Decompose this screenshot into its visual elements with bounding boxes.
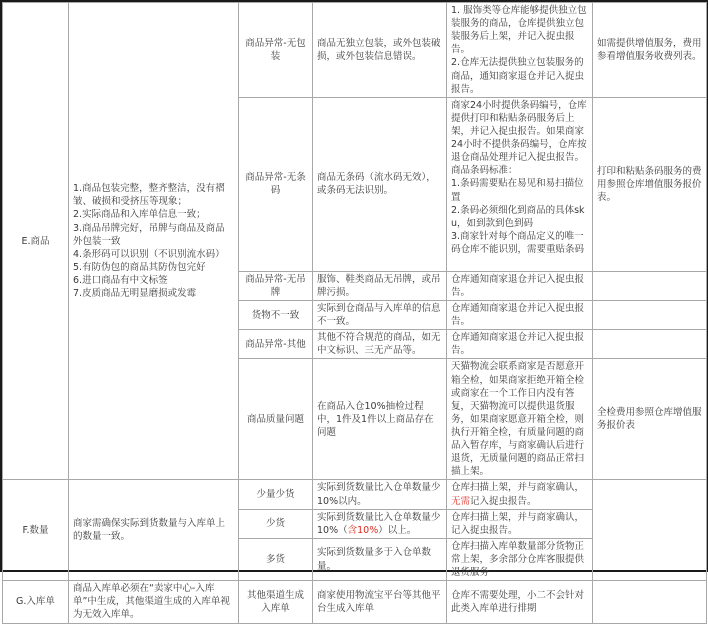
fee-cell bbox=[593, 300, 707, 329]
category-cell-f: F.数量 bbox=[3, 480, 69, 581]
highlight-text: 无需 bbox=[451, 495, 471, 507]
handling-cell: 仓库通知商家退仓并记入捉虫报告。 bbox=[447, 300, 593, 329]
requirement-item: 1.商品包装完整，整齐整洁，没有褶皱、破损和受挤压等现象； bbox=[73, 183, 225, 208]
anomaly-cell: 多货 bbox=[239, 538, 313, 580]
handling-line: 商品条码标准： bbox=[451, 165, 518, 177]
anomaly-cell: 商品异常-无条码 bbox=[239, 97, 313, 271]
fee-cell bbox=[593, 581, 707, 623]
table-row bbox=[3, 3, 707, 98]
requirement-item: 6.进口商品有中文标签 bbox=[73, 274, 168, 286]
description-cell: 商品无条码（流水码无效），或条码无法识别。 bbox=[313, 97, 447, 271]
description-cell: 在商品入仓10%抽检过程中，1件及1件以上商品存在问题 bbox=[313, 359, 447, 480]
description-cell: 商品无独立包装，或外包装破损，或外包装信息错误。 bbox=[313, 3, 447, 98]
description-text: 实际到货数量比入仓单数量少10%（ bbox=[317, 511, 441, 536]
anomaly-cell: 其他渠道生成入库单 bbox=[239, 581, 313, 623]
handling-line: 2.条码必须细化到商品的具体sku，如到款到色到码 bbox=[451, 204, 585, 229]
handling-cell bbox=[447, 97, 593, 271]
anomaly-cell: 少货 bbox=[239, 509, 313, 538]
category-cell-g: G.入库单 bbox=[3, 581, 69, 623]
handling-line: 商家24小时提供条码编号，仓库提供打印和粘贴条码服务后上架，并记入捉虫报告。如果商家24小时不提供条码编号，仓库按退仓商品处理并记入捉虫报告。 bbox=[451, 99, 587, 164]
requirements-cell-e bbox=[69, 3, 239, 480]
handling-cell: 仓库通知商家退仓并记入捉虫报告。 bbox=[447, 271, 593, 300]
description-cell: 实际到货数量多于入仓单数量。 bbox=[313, 538, 447, 580]
fee-cell bbox=[593, 330, 707, 359]
table-row bbox=[3, 581, 707, 623]
description-text: ）以上。 bbox=[378, 524, 417, 536]
requirements-cell-g: 商品入库单必须在“卖家中心-入库单”中生成，其他渠道生成的入库单视为无效入库单。 bbox=[69, 581, 239, 623]
fee-cell: 如需提供增值服务，费用参看增值服务收费列表。 bbox=[593, 3, 707, 98]
anomaly-cell: 商品质量问题 bbox=[239, 359, 313, 480]
handling-cell: 天猫物流会联系商家是否愿意开箱全检，如果商家拒绝开箱全检或商家在一个工作日内没有答复，天猫物流可以提供退货服务，如果商家愿意开箱全检，则执行开箱全检，有质量问题的商品入暂存库，与商家确认后进行退货，无质量问题的商品正常扫描上架。 bbox=[447, 359, 593, 480]
handling-line: 1.条码需要贴在易见和易扫描位置 bbox=[451, 178, 584, 203]
fee-cell bbox=[593, 271, 707, 300]
category-cell-e: E.商品 bbox=[3, 3, 69, 480]
handling-line: 2.仓库无法提供独立包装服务的商品，通知商家退仓并记入捉虫报告。 bbox=[451, 57, 585, 95]
handling-cell bbox=[447, 3, 593, 98]
handling-line: 3.商家针对每个商品定义的唯一码仓库不能识别，需要重贴条码 bbox=[451, 230, 585, 255]
description-cell: 其他不符合规范的商品，如无中文标识、三无产品等。 bbox=[313, 330, 447, 359]
requirement-item: 2.实际商品和入库单信息一致； bbox=[73, 209, 206, 221]
inbound-rules-table bbox=[2, 2, 707, 624]
description-cell: 服饰、鞋类商品无吊牌，或吊牌污损。 bbox=[313, 271, 447, 300]
description-cell: 实际到仓商品与入库单的信息不一致。 bbox=[313, 300, 447, 329]
requirement-item: 4.条形码可以识别（不识别流水码） bbox=[73, 248, 225, 260]
handling-cell: 仓库扫描入库单数量部分货物正常上架，多余部分仓库客服提供退货服务 bbox=[447, 538, 593, 580]
handling-cell bbox=[447, 480, 593, 509]
table-row bbox=[3, 480, 707, 509]
handling-cell: 仓库通知商家退仓并记入捉虫报告。 bbox=[447, 330, 593, 359]
requirement-item: 3.商品吊牌完好，吊牌与商品及商品外包装一致 bbox=[73, 222, 225, 247]
anomaly-cell: 货物不一致 bbox=[239, 300, 313, 329]
handling-text: 记入捉虫报告。 bbox=[470, 495, 537, 507]
anomaly-cell: 商品异常-无包装 bbox=[239, 3, 313, 98]
anomaly-cell: 商品异常-无吊牌 bbox=[239, 271, 313, 300]
fee-cell: 打印和粘贴条码服务的费用参照仓库增值服务报价表。 bbox=[593, 97, 707, 271]
fee-cell: 全检费用参照仓库增值服务报价表 bbox=[593, 359, 707, 480]
handling-line: 1. 服饰类等仓库能够提供独立包装服务的商品，仓库提供独立包装服务后上架，并记入捉虫报告。 bbox=[451, 5, 587, 56]
handling-text: 仓库扫描上架，并与商家确认， bbox=[451, 482, 585, 494]
handling-cell: 仓库扫描上架，并与商家确认，记入捉虫报告。 bbox=[447, 509, 593, 538]
requirements-cell-f: 商家需确保实际到货数量与入库单上的数量一致。 bbox=[69, 480, 239, 581]
anomaly-cell: 少量少货 bbox=[239, 480, 313, 509]
description-cell bbox=[313, 509, 447, 538]
handling-cell: 仓库不需要处理，小二不会针对此类入库单进行排期 bbox=[447, 581, 593, 623]
description-cell: 实际到货数量比入仓单数量少10%以内。 bbox=[313, 480, 447, 509]
requirement-item: 5.有防伪包的商品其防伪包完好 bbox=[73, 261, 206, 273]
requirement-item: 7.皮质商品无明显磨损或发霉 bbox=[73, 288, 197, 300]
highlight-text: 含10% bbox=[347, 524, 379, 536]
anomaly-cell: 商品异常-其他 bbox=[239, 330, 313, 359]
fee-cell bbox=[593, 480, 707, 581]
description-cell: 商家使用物流宝平台等其他平台生成入库单 bbox=[313, 581, 447, 623]
